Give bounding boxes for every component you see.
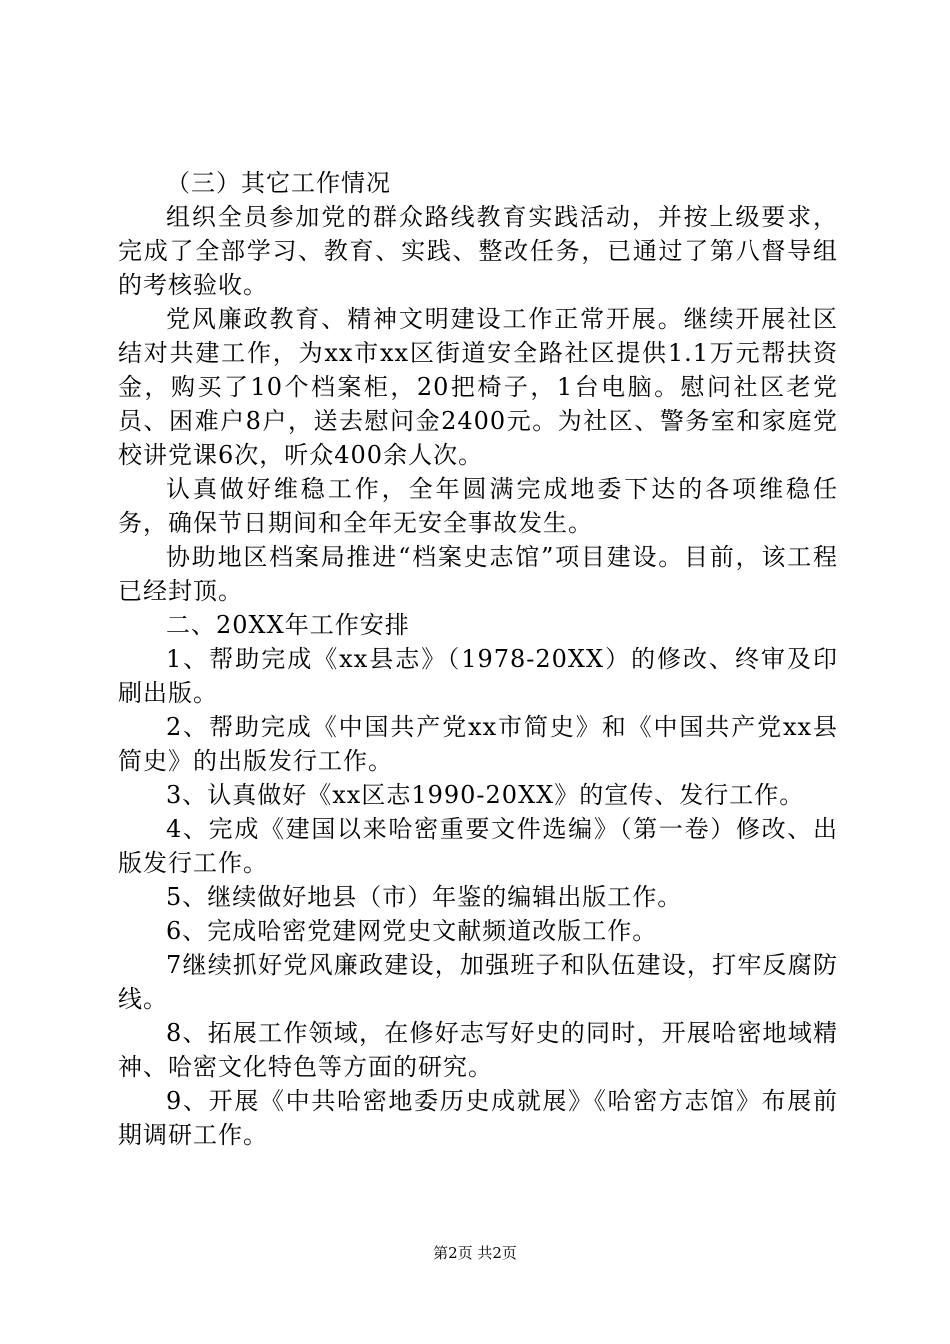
section-heading-work-plan: 二、20XX年工作安排 xyxy=(166,611,410,639)
plan-item-1: 1、帮助完成《xx县志》（1978-20XX）的修改、终审及印刷出版。 xyxy=(118,645,838,707)
plan-item-8: 8、拓展工作领域，在修好志写好史的同时，开展哈密地域精神、哈密文化特色等方面的研究。 xyxy=(118,1019,838,1081)
paragraph-mass-line-education: 组织全员参加党的群众路线教育实践活动，并按上级要求，完成了全部学习、教育、实践、整改任务，已通过了第八督导组的考核验收。 xyxy=(118,203,838,299)
paragraph-stability-work: 认真做好维稳工作，全年圆满完成地委下达的各项维稳任务，确保节日期间和全年无安全事故发生。 xyxy=(118,475,838,537)
document-body xyxy=(118,166,838,1152)
paragraph-party-conduct: 党风廉政教育、精神文明建设工作正常开展。继续开展社区结对共建工作，为xx市xx区街道安全路社区提供1.1万元帮扶资金，购买了10个档案柜，20把椅子，1台电脑。慰问社区老党员、困难户8户，送去慰问金2400元。为社区、警务室和家庭党校讲党课6次，听众400余人次。 xyxy=(118,305,838,469)
plan-item-2: 2、帮助完成《中国共产党xx市简史》和《中国共产党xx县简史》的出版发行工作。 xyxy=(118,713,838,775)
page-number-footer: 第2页 共2页 xyxy=(433,1244,517,1262)
section-heading-other-work: （三）其它工作情况 xyxy=(166,169,391,197)
plan-item-3: 3、认真做好《xx区志1990-20XX》的宣传、发行工作。 xyxy=(166,781,805,809)
plan-item-9: 9、开展《中共哈密地委历史成就展》《哈密方志馆》布展前期调研工作。 xyxy=(118,1087,838,1149)
plan-item-4: 4、完成《建国以来哈密重要文件选编》（第一卷）修改、出版发行工作。 xyxy=(118,815,838,877)
paragraph-archive-project: 协助地区档案局推进“档案史志馆”项目建设。目前，该工程已经封顶。 xyxy=(118,543,838,605)
plan-item-7: 7继续抓好党风廉政建设，加强班子和队伍建设，打牢反腐防线。 xyxy=(118,951,838,1013)
plan-item-6: 6、完成哈密党建网党史文献频道改版工作。 xyxy=(166,917,658,945)
plan-item-5: 5、继续做好地县（市）年鉴的编辑出版工作。 xyxy=(166,883,683,911)
